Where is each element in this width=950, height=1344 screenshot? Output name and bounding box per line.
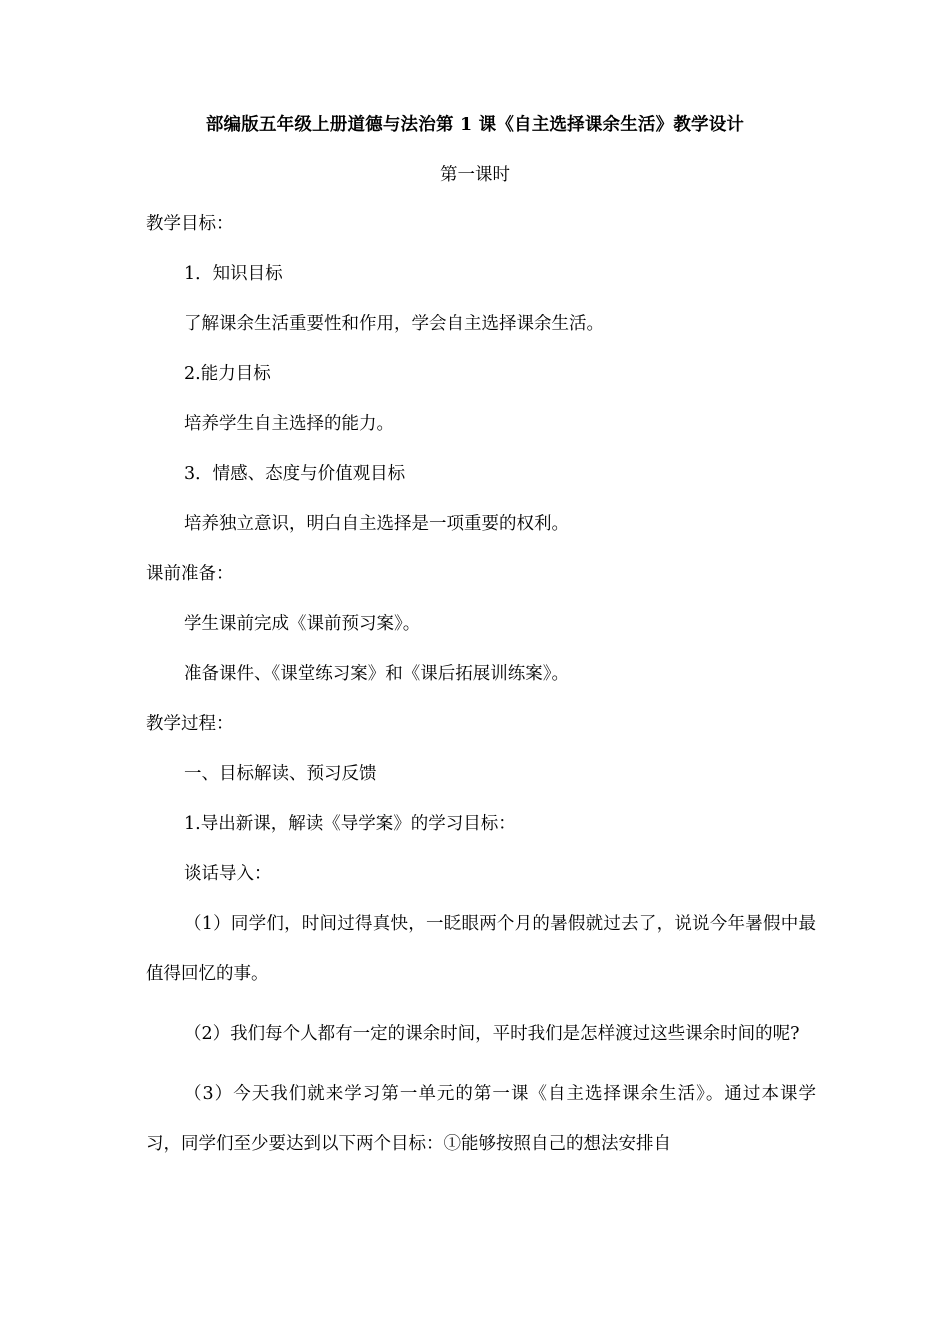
paragraph: 了解课余生活重要性和作用，学会自主选择课余生活。 (184, 314, 604, 334)
paragraph: 2.能力目标 (184, 364, 271, 384)
paragraph: （1）同学们，时间过得真快，一眨眼两个月的暑假就过去了，说说今年暑假中最值得回忆的事。 (146, 914, 816, 984)
paragraph: 3．情感、态度与价值观目标 (184, 464, 406, 484)
paragraph: 学生课前完成《课前预习案》。 (184, 614, 421, 634)
paragraph: （2）我们每个人都有一定的课余时间，平时我们是怎样渡过这些课余时间的呢? (184, 1024, 800, 1044)
section-heading-process: 教学过程： (146, 714, 234, 734)
section-heading-objectives: 教学目标： (146, 214, 234, 234)
document-title: 部编版五年级上册道德与法治第 1 课《自主选择课余生活》教学设计 (205, 115, 745, 135)
document-body (146, 209, 816, 1169)
section-heading-preparation: 课前准备： (146, 564, 234, 584)
paragraph: 准备课件、《课堂练习案》和《课后拓展训练案》。 (184, 664, 569, 684)
document-subtitle: 第一课时 (440, 165, 510, 185)
paragraph: 培养学生自主选择的能力。 (184, 414, 394, 434)
paragraph: 1．知识目标 (184, 264, 283, 284)
paragraph: 谈话导入： (184, 864, 272, 884)
paragraph: 一、目标解读、预习反馈 (184, 764, 377, 784)
paragraph: 培养独立意识，明白自主选择是一项重要的权利。 (184, 514, 569, 534)
paragraph: （3）今天我们就来学习第一单元的第一课《自主选择课余生活》。通过本课学习，同学们至少要达到以下两个目标：①能够按照自己的想法安排自 (146, 1084, 816, 1154)
paragraph: 1.导出新课，解读《导学案》的学习目标： (184, 814, 516, 834)
